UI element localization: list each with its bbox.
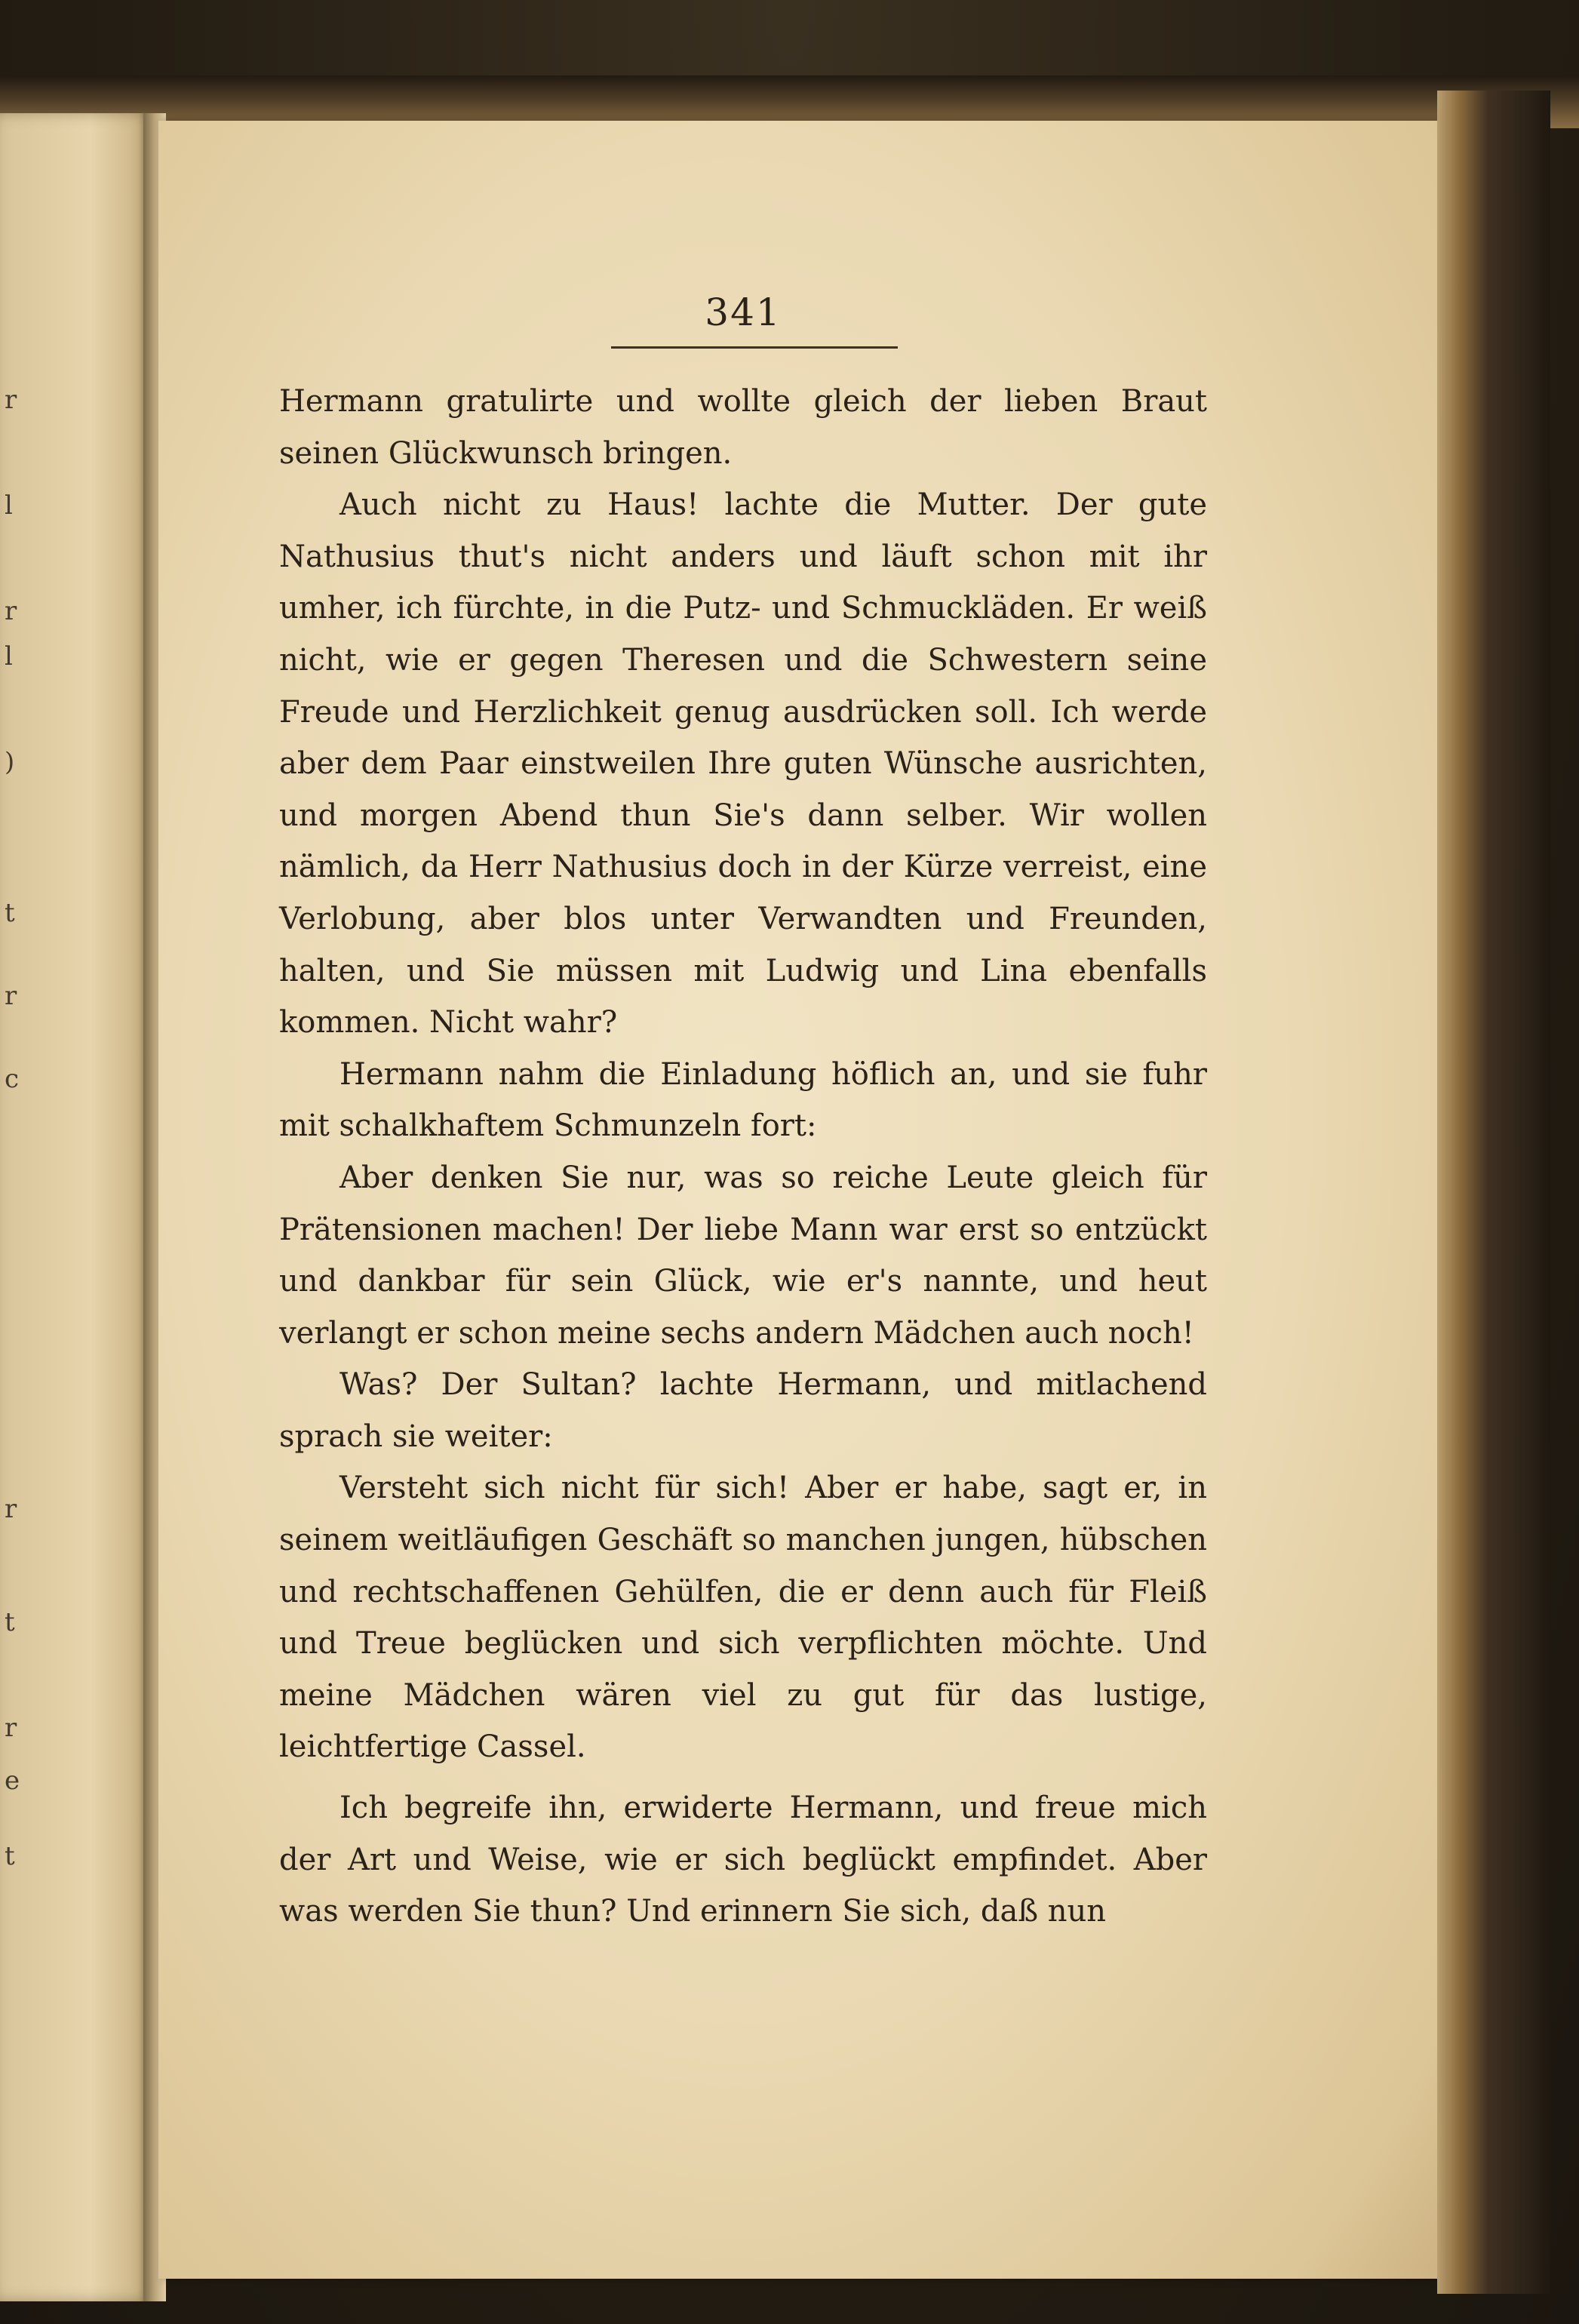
left-page-fragment: l [5,490,13,521]
book-cover-right-edge [1437,91,1550,2294]
paragraph: Hermann nahm die Einladung höflich an, und sie fuhr mit schalkhaftem Schmunzeln fort: [279,1056,1207,1144]
paragraph: Ich begreife ihn, erwiderte Hermann, und freue mich der Art und Weise, wie er sich beglückt empfindet. Aber was werden Sie thun? Und erinnern Sie sich, daß nun [279,1791,1207,1929]
paragraph: Hermann gratulirte und wollte gleich der lieben Braut seinen Glückwunsch bringen. [279,384,1207,471]
page-content [279,290,1207,1938]
left-page-fragment: r [5,1494,17,1524]
left-page-fragment: r [5,385,17,415]
header-rule [611,346,898,349]
paragraph: Aber denken Sie nur, was so reiche Leute gleich für Prätensionen machen! Der liebe Mann war erst so entzückt und dankbar für sein Glück, wie er's nannte, und heut verlangt er schon meine sechs andern Mädchen auch noch! [279,1160,1207,1351]
paragraph: Versteht sich nicht für sich! Aber er habe, sagt er, in seinem weitläufigen Geschäft so manchen jungen, hübschen und rechtschaffenen Gehülfen, die er denn auch für Fleiß und Treue beglücken und sich verpflichten möchte. Und meine Mädchen wären viel zu gut für das lustige, leichtfertige Cassel. [279,1471,1207,1765]
left-page-fragment: t [5,1607,15,1637]
left-page-fragment: r [5,596,17,626]
left-page-fragment: ) [5,747,15,777]
left-page-fragment: t [5,898,15,928]
paragraph: Was? Der Sultan? lachte Hermann, und mitlachend sprach sie weiter: [279,1367,1207,1454]
left-facing-page [0,113,151,2301]
left-page-fragment: l [5,641,13,672]
left-page-fragment: t [5,1841,15,1871]
page-number: 341 [705,290,782,334]
left-page-fragment: r [5,1713,17,1743]
left-page-fragment: e [5,1766,20,1796]
left-page-fragment: c [5,1064,20,1094]
paragraph: Auch nicht zu Haus! lachte die Mutter. Der gute Nathusius thut's nicht anders und läuft schon mit ihr umher, ich fürchte, in die Putz- und Schmuckläden. Er weiß nicht, wie er gegen Theresen und die Schwestern seine Freude und Herzlichkeit genug ausdrücken soll. Ich werde aber dem Paar einstweilen Ihre guten Wünsche ausrichten, und morgen Abend thun Sie's dann selber. Wir wollen nämlich, da Herr Nathusius doch in der Kürze verreist, eine Verlobung, aber blos unter Verwandten und Freunden, halten, und Sie müssen mit Ludwig und Lina ebenfalls kommen. Nicht wahr? [279,487,1207,1041]
left-page-fragment: r [5,981,17,1011]
